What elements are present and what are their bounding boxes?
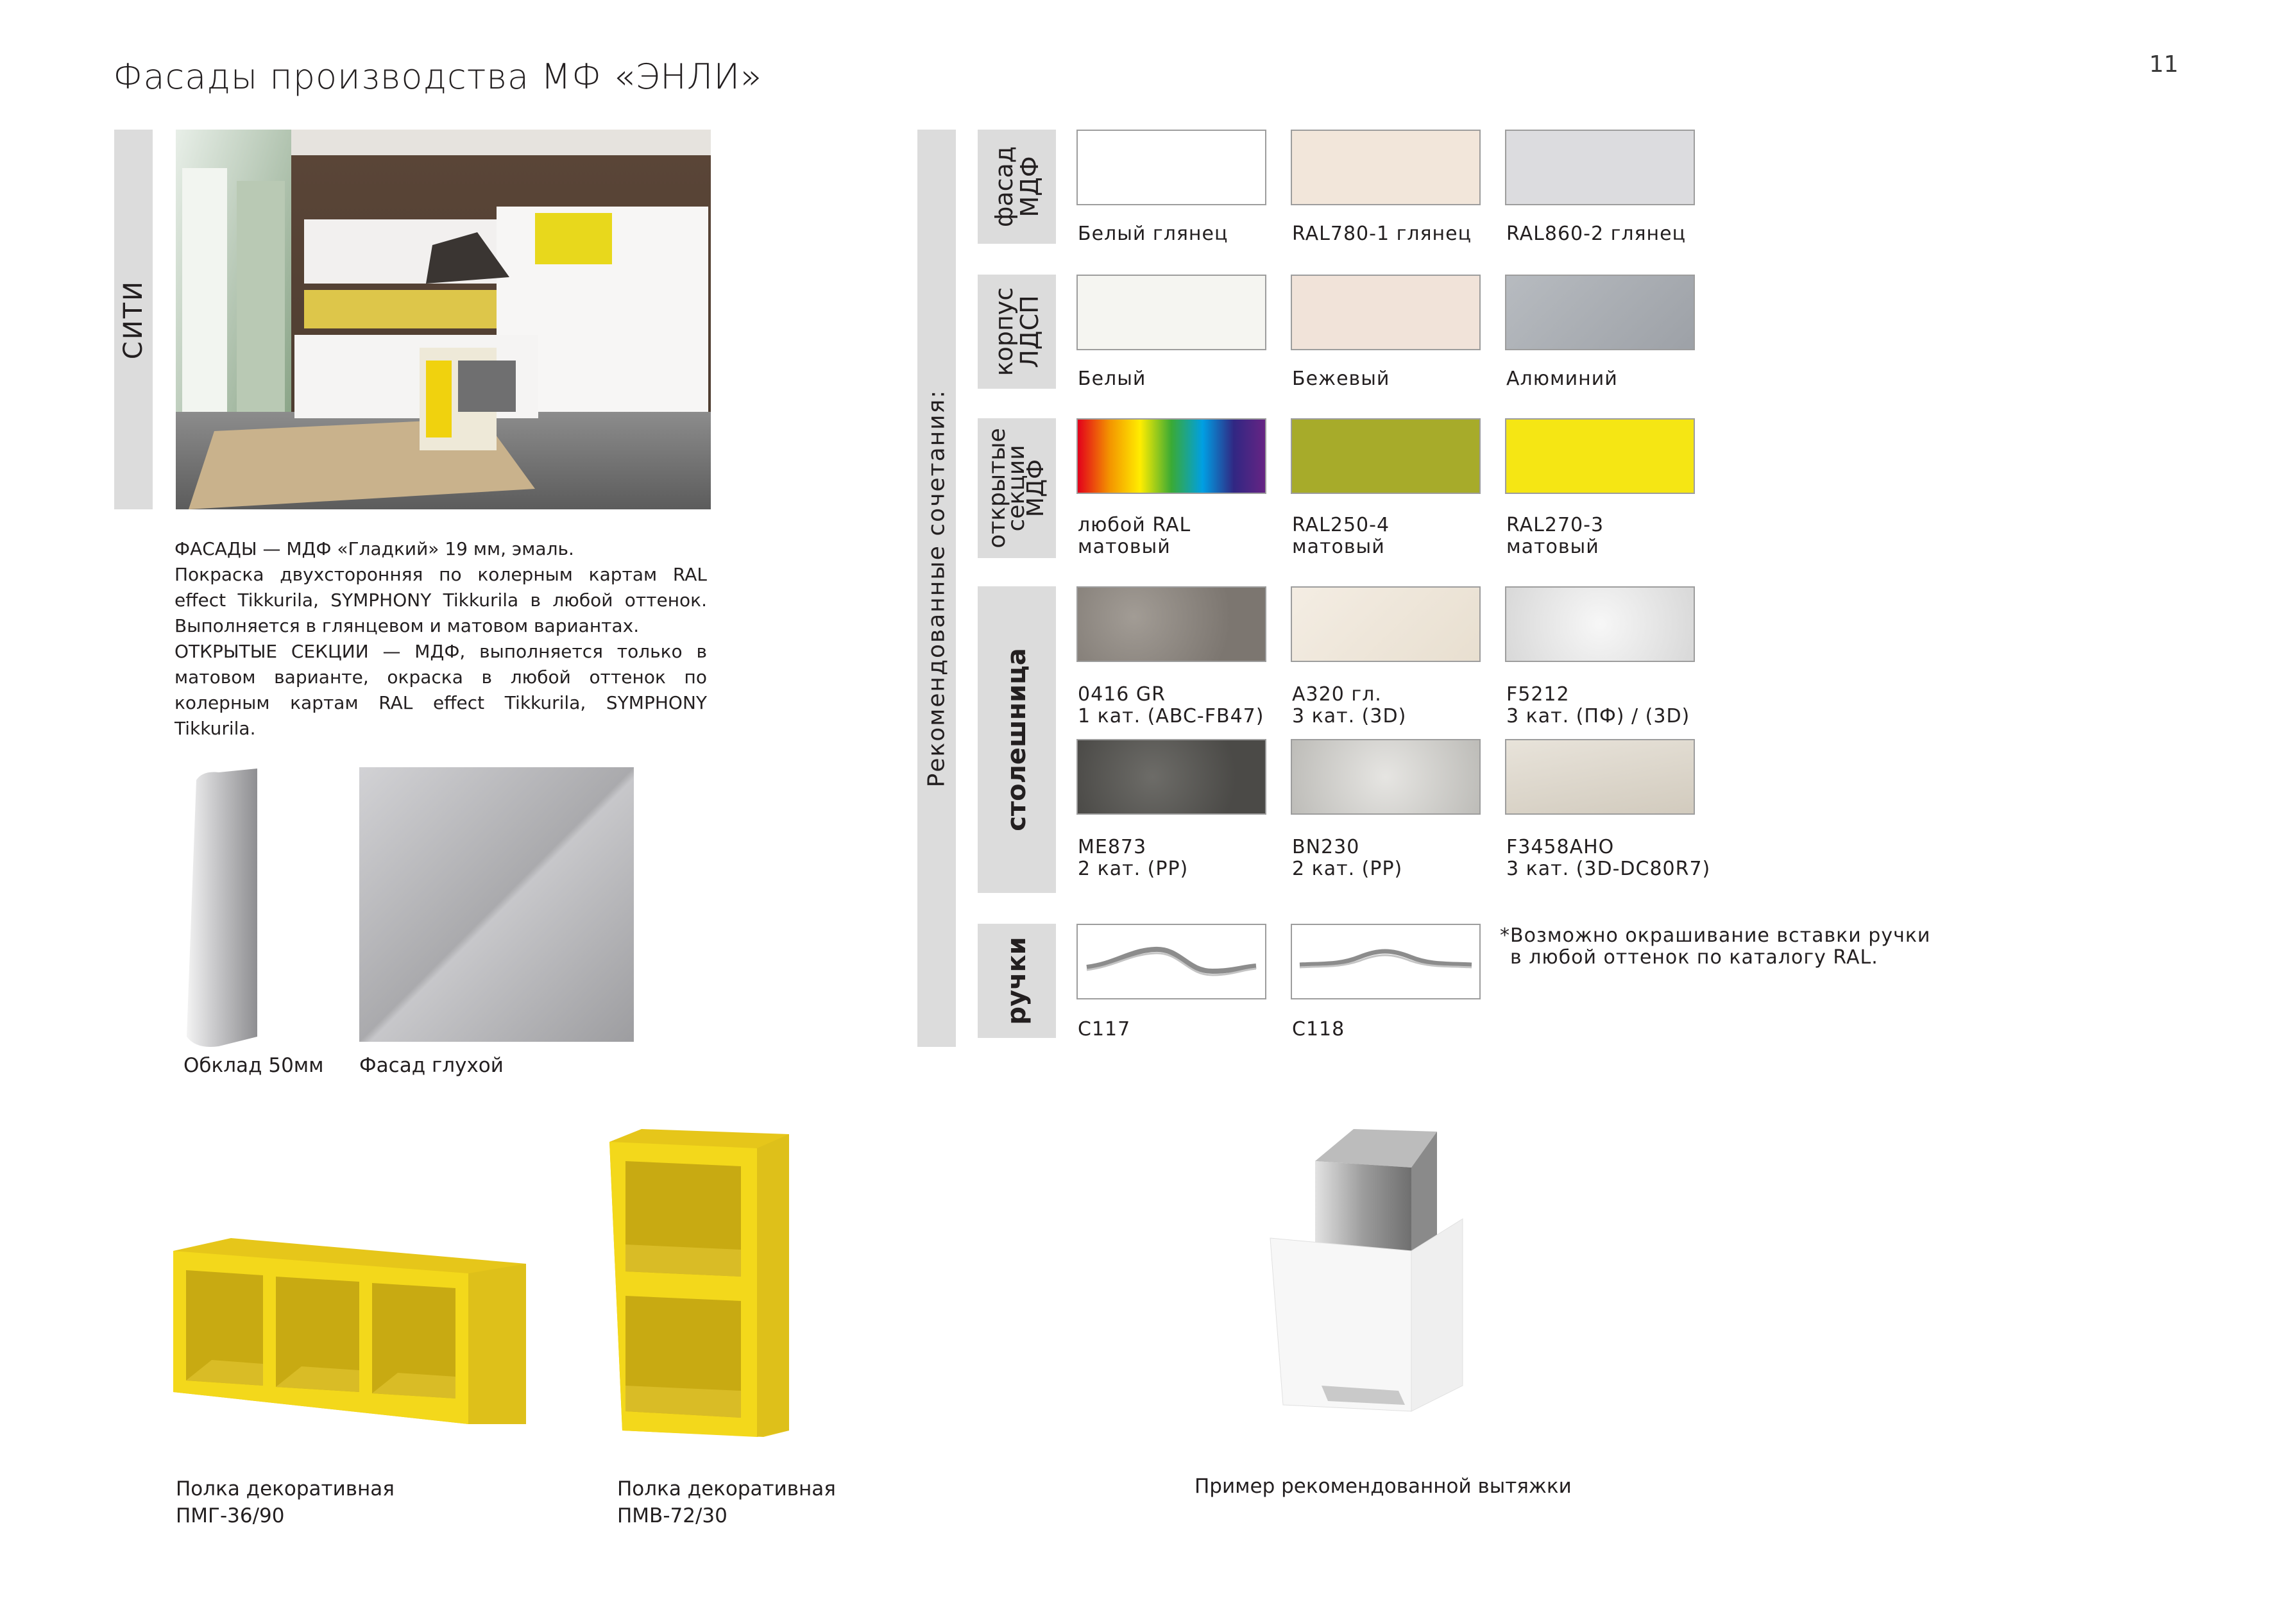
swatch-label: Белый <box>1078 368 1146 390</box>
swatch-0416gr <box>1076 586 1266 662</box>
swatch-label: 0416 GR 1 кат. (ABC-FB47) <box>1078 683 1264 727</box>
sample-caption-edge: Обклад 50мм <box>183 1054 324 1077</box>
horizontal-shelf-image <box>173 1238 532 1431</box>
swatch-ral250-4 <box>1291 418 1481 494</box>
description-paragraph: Покраска двухсторонняя по колерным картам RAL effect Tikkurila, SYMPHONY Tikkurila в любой оттенок. Выполняется в глянцевом и матовом вариантах. <box>174 564 707 636</box>
shelf-caption-1-line1: Полка декоративная <box>176 1477 395 1500</box>
description-paragraph: ФАСАДЫ — МДФ «Гладкий» 19 мм, эмаль. <box>174 538 574 559</box>
sample-caption-facade: Фасад глухой <box>359 1054 504 1077</box>
section-tab <box>114 130 153 509</box>
swatch-label: RAL780-1 глянец <box>1292 223 1472 245</box>
shelf-caption-2-line1: Полка декоративная <box>617 1477 836 1500</box>
swatch-label: A320 гл. 3 кат. (3D) <box>1292 683 1407 727</box>
swatch-label: RAL250-4 матовый <box>1292 514 1390 558</box>
hood-caption: Пример рекомендованной вытяжки <box>1195 1475 1572 1498</box>
edge-sample-image <box>177 767 260 1049</box>
swatch-bn230 <box>1291 739 1481 815</box>
swatch-aluminium <box>1505 275 1695 350</box>
group-label-facade: фасад МДФ <box>978 130 1056 244</box>
swatch-ral270-3 <box>1505 418 1695 494</box>
recommend-title: Рекомендованные сочетания: <box>923 389 950 788</box>
swatch-a320 <box>1291 586 1481 662</box>
swatch-label: любой RAL матовый <box>1078 514 1191 558</box>
swatch-label: RAL860-2 глянец <box>1506 223 1687 245</box>
description-paragraph: ОТКРЫТЫЕ СЕКЦИИ — МДФ, выполняется только в матовом варианте, окраска в любой оттенок по колерным картам RAL effect Tikkurila, SYMPHONY Tikkurila. <box>174 641 707 739</box>
shelf-caption-1-line2: ПМГ-36/90 <box>176 1504 285 1527</box>
handle-note: *Возможно окрашивание вставки ручки в любой оттенок по каталогу RAL. <box>1500 924 1931 969</box>
swatch-white <box>1076 275 1266 350</box>
recommend-bar <box>917 130 956 1047</box>
swatch-label: F5212 3 кат. (ПФ) / (3D) <box>1506 683 1690 727</box>
swatch-label: BN230 2 кат. (PP) <box>1292 836 1403 880</box>
swatch-white-gloss <box>1076 130 1266 205</box>
kitchen-photo <box>176 130 711 509</box>
swatch-ral860-2 <box>1505 130 1695 205</box>
handle-c118-image <box>1291 924 1481 999</box>
page-number: 11 <box>2149 51 2179 78</box>
swatch-label: ME873 2 кат. (PP) <box>1078 836 1189 880</box>
swatch-label: Белый глянец <box>1078 223 1229 245</box>
swatch-beige <box>1291 275 1481 350</box>
swatch-me873 <box>1076 739 1266 815</box>
group-label-handles: ручки <box>978 924 1056 1038</box>
swatch-label: Алюминий <box>1506 368 1618 390</box>
group-label-body: корпус ЛДСП <box>978 275 1056 389</box>
swatch-f5212 <box>1505 586 1695 662</box>
swatch-ral780-1 <box>1291 130 1481 205</box>
shelf-caption-1 <box>176 1475 395 1529</box>
swatch-label: RAL270-3 матовый <box>1506 514 1604 558</box>
handle-c117-image <box>1076 924 1266 999</box>
vertical-shelf-image <box>609 1129 795 1437</box>
swatch-f3458aho <box>1505 739 1695 815</box>
swatch-label: Бежевый <box>1292 368 1390 390</box>
group-label-countertop: столешница <box>978 586 1056 893</box>
shelf-caption-2-line2: ПМВ-72/30 <box>617 1504 727 1527</box>
section-name: СИТИ <box>119 279 148 360</box>
hood-image <box>1257 1129 1488 1424</box>
page-title: Фасады производства МФ «ЭНЛИ» <box>113 56 763 97</box>
handle-label: C117 <box>1078 1018 1131 1041</box>
shelf-caption-2 <box>617 1475 836 1529</box>
facade-sample-image <box>359 767 634 1042</box>
handle-label: C118 <box>1292 1018 1345 1041</box>
description <box>174 536 707 742</box>
swatch-any-ral <box>1076 418 1266 494</box>
group-label-open-sections: открытые секции МДФ <box>978 418 1056 558</box>
swatch-label: F3458AHO 3 кат. (3D-DC80R7) <box>1506 836 1711 880</box>
